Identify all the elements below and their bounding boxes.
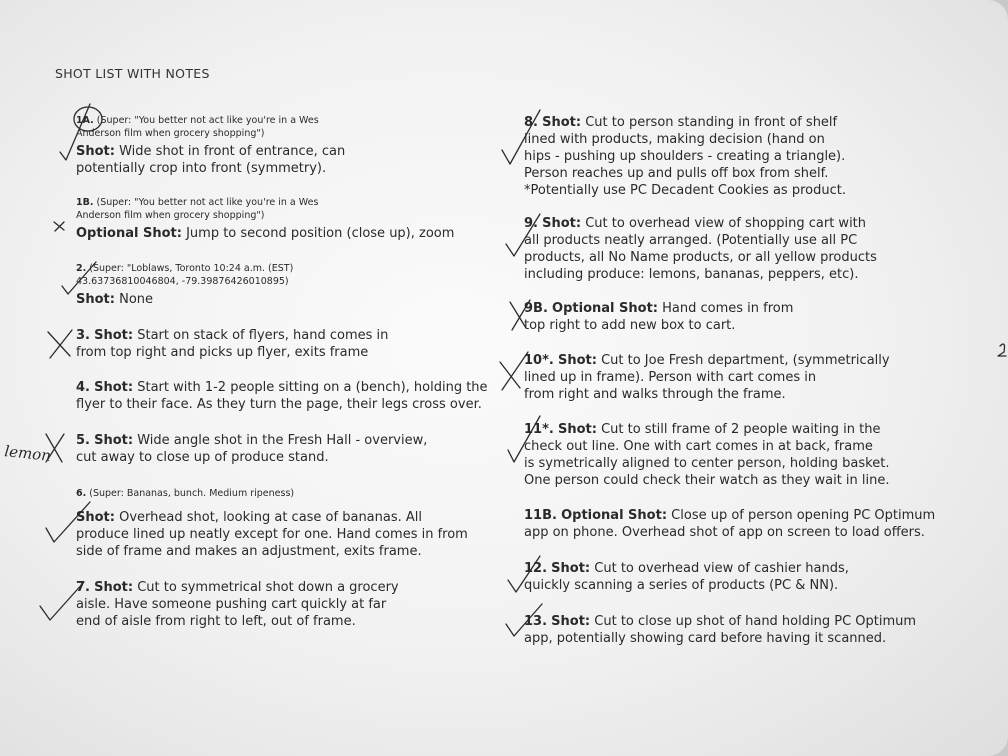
shot-label: Shot: — [542, 216, 582, 231]
shot-number: 8. — [524, 115, 538, 130]
shot-item-5 — [76, 432, 427, 466]
x-mark-icon — [54, 222, 64, 231]
shot-label: Shot: — [551, 614, 591, 629]
shot-label: Shot: — [94, 328, 134, 343]
shot-label: Shot: — [94, 380, 134, 395]
shot-text: potentially crop into front (symmetry). — [76, 161, 327, 176]
shot-item-11 — [524, 421, 890, 489]
shot-label: Optional Shot: — [561, 508, 668, 523]
document-title: SHOT LIST WITH NOTES — [55, 66, 210, 81]
shot-number: 5. — [76, 433, 90, 448]
shot-number: 6. — [76, 488, 87, 499]
shot-text: Hand comes in from — [662, 301, 794, 316]
shot-number: 10*. — [524, 353, 554, 368]
shot-text: lined with products, making decision (hand on — [524, 132, 825, 147]
shot-item-7 — [76, 579, 399, 630]
shot-label: Shot: — [76, 292, 115, 307]
shot-text: lined up in frame). Person with cart comes in — [524, 370, 817, 385]
shot-text: Cut to symmetrical shot down a grocery — [137, 580, 399, 595]
shot-label: Optional Shot: — [552, 301, 658, 316]
shot-number: 3. — [76, 328, 90, 343]
shot-number: 13. — [524, 614, 548, 629]
super-text: 43.63736810046804, -79.39876426010895) — [76, 276, 289, 287]
shot-item-1a — [76, 114, 345, 177]
shot-number: 7. — [76, 580, 90, 595]
shot-text: top right to add new box to cart. — [524, 318, 736, 333]
shot-text: Start with 1-2 people sitting on a (bench), holding the — [137, 380, 488, 395]
shot-label: Shot: — [557, 422, 597, 437]
shot-text: end of aisle from right to left, out of frame. — [76, 614, 356, 629]
margin-note: lemon — [3, 442, 52, 465]
shot-item-13 — [524, 613, 916, 647]
shot-text: Cut to close up shot of hand holding PC Optimum — [594, 614, 917, 629]
pen-mark-icon — [998, 344, 1006, 356]
shot-item-9b — [524, 300, 793, 334]
shot-number: 9. — [524, 216, 538, 231]
shot-number: 11*. — [524, 422, 554, 437]
shot-text: Wide angle shot in the Fresh Hall - overview, — [137, 433, 428, 448]
shot-text: *Potentially use PC Decadent Cookies as product. — [524, 183, 846, 198]
shot-text: check out line. One with cart comes in at back, frame — [524, 439, 873, 454]
shot-text: Person reaches up and pulls off box from shelf. — [524, 166, 829, 181]
shot-text: Start on stack of flyers, hand comes in — [137, 328, 389, 343]
super-text: (Super: Bananas, bunch. Medium ripeness) — [89, 488, 295, 499]
shot-label: Optional Shot: — [76, 226, 182, 241]
shot-text: quickly scanning a series of products (PC & NN). — [524, 578, 839, 593]
shot-text: Cut to overhead view of shopping cart with — [585, 216, 867, 231]
shot-text: hips - pushing up shoulders - creating a triangle). — [524, 149, 846, 164]
shot-text: products, all No Name products, or all yellow products — [524, 250, 877, 265]
shot-label: Shot: — [542, 115, 582, 130]
shot-item-12 — [524, 560, 849, 594]
shot-item-6 — [76, 487, 468, 560]
shot-number: 9B. — [524, 301, 548, 316]
shot-label: Shot: — [76, 510, 115, 525]
shot-text: Cut to still frame of 2 people waiting in the — [601, 422, 881, 437]
shot-item-8 — [524, 114, 846, 199]
shot-item-3 — [76, 327, 388, 361]
shot-text: Cut to Joe Fresh department, (symmetrically — [601, 353, 890, 368]
shot-number: 4. — [76, 380, 90, 395]
shot-text: produce lined up neatly except for one. Hand comes in from — [76, 527, 468, 542]
shot-text: all products neatly arranged. (Potentially use all PC — [524, 233, 858, 248]
shot-item-11b — [524, 507, 935, 541]
shot-item-1b — [76, 196, 454, 242]
shot-text: app on phone. Overhead shot of app on screen to load offers. — [524, 525, 925, 540]
super-text: Anderson film when grocery shopping") — [76, 128, 265, 139]
shot-number: 11B. — [524, 508, 557, 523]
shot-text: cut away to close up of produce stand. — [76, 450, 329, 465]
shot-label: Shot: — [557, 353, 597, 368]
shot-label: Shot: — [94, 580, 134, 595]
shot-text: One person could check their watch as they wait in line. — [524, 473, 890, 488]
shot-text: is symetrically aligned to center person, holding basket. — [524, 456, 890, 471]
shot-label: Shot: — [551, 561, 591, 576]
shot-text: from top right and picks up flyer, exits frame — [76, 345, 369, 360]
shot-text: Close up of person opening PC Optimum — [671, 508, 936, 523]
super-text: Anderson film when grocery shopping") — [76, 210, 265, 221]
super-text: (Super: "You better not act like you're in a Wes — [96, 197, 319, 208]
shot-item-2 — [76, 262, 293, 308]
shot-text: Cut to overhead view of cashier hands, — [594, 561, 849, 576]
shot-text: Jump to second position (close up), zoom — [186, 226, 455, 241]
shot-text: Overhead shot, looking at case of bananas. All — [119, 510, 423, 525]
shot-text: Cut to person standing in front of shelf — [585, 115, 838, 130]
x-mark-icon — [48, 330, 72, 358]
shot-item-10 — [524, 352, 890, 403]
super-text: (Super: "Loblaws, Toronto 10:24 a.m. (EST) — [89, 263, 294, 274]
shot-number: 2. — [76, 263, 87, 274]
shot-text: side of frame and makes an adjustment, exits frame. — [76, 544, 422, 559]
shot-text: aisle. Have someone pushing cart quickly at far — [76, 597, 387, 612]
shot-text: from right and walks through the frame. — [524, 387, 786, 402]
shot-text: app, potentially showing card before having it scanned. — [524, 631, 887, 646]
shot-number: 12. — [524, 561, 548, 576]
shot-number: 1A. — [76, 115, 94, 126]
shot-item-4 — [76, 379, 488, 413]
shot-text: including produce: lemons, bananas, peppers, etc). — [524, 267, 859, 282]
shot-text: Wide shot in front of entrance, can — [119, 144, 346, 159]
shot-item-9 — [524, 215, 877, 283]
shot-label: Shot: — [76, 144, 115, 159]
shot-text: None — [119, 292, 154, 307]
shot-label: Shot: — [94, 433, 134, 448]
super-text: (Super: "You better not act like you're in a Wes — [96, 115, 319, 126]
x-mark-icon — [46, 434, 64, 462]
shot-text: flyer to their face. As they turn the page, their legs cross over. — [76, 397, 482, 412]
shot-number: 1B. — [76, 197, 94, 208]
